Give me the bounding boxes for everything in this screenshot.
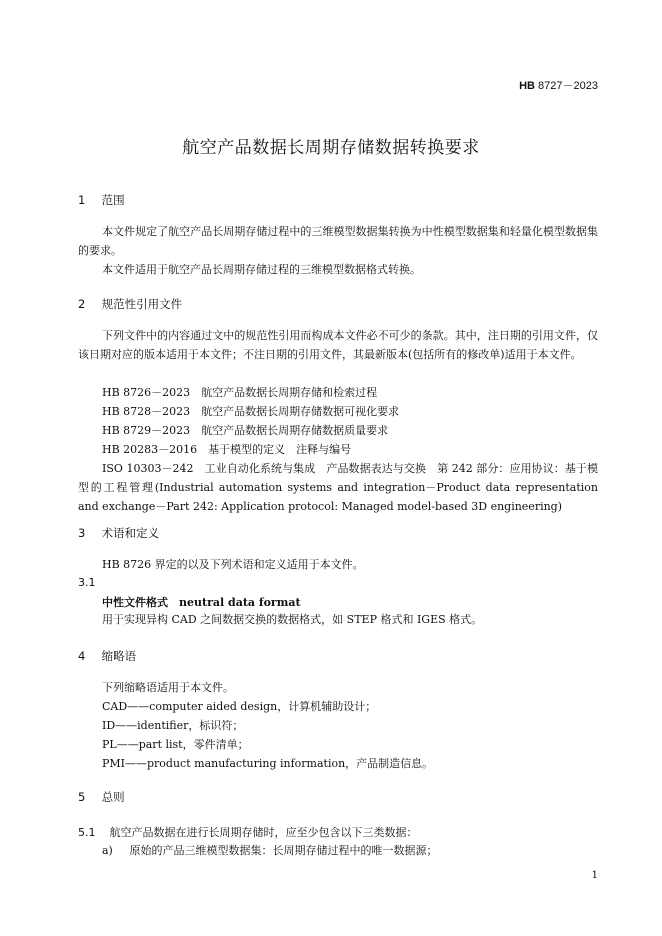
section-title: 范围 — [101, 193, 125, 207]
abbreviation-item: CAD——computer aided design，计算机辅助设计； — [102, 700, 377, 713]
term-title: 中性文件格式 neutral data format — [102, 596, 301, 609]
section-3-intro: HB 8726 界定的以及下列术语和定义适用于本文件。 — [102, 558, 364, 571]
standard-code-prefix: HB — [519, 80, 535, 92]
section-number: 1 — [78, 193, 86, 207]
section-1-paragraph-1: 本文件规定了航空产品长周期存储过程中的三维模型数据集转换为中性模型数据集和轻量化模型数据集的要求。 — [78, 225, 598, 257]
list-item-text: 原始的产品三维模型数据集：长周期存储过程中的唯一数据源； — [129, 844, 438, 857]
section-number: 2 — [78, 297, 86, 311]
reference-item: HB 20283－2016 基于模型的定义 注释与编号 — [102, 443, 352, 456]
section-number: 4 — [78, 649, 86, 663]
abbreviation-item: PL——part list，零件清单； — [102, 738, 249, 751]
section-2-heading — [78, 296, 182, 312]
list-item-a — [102, 842, 438, 858]
section-title: 术语和定义 — [101, 526, 160, 540]
standard-code — [519, 77, 598, 93]
page-number: 1 — [591, 870, 598, 881]
section-title: 规范性引用文件 — [101, 297, 183, 311]
section-1-heading — [78, 192, 125, 208]
clause-text: 航空产品数据在进行长周期存储时，应至少包含以下三类数据： — [109, 826, 418, 839]
section-title: 总则 — [101, 790, 125, 804]
section-5-heading — [78, 789, 125, 805]
reference-item-iso: ISO 10303－242 工业自动化系统与集成 产品数据表达与交换 第 242 部分：应用协议：基于模型的工程管理(Industrial automation systems and integration－Product data representation and exchange－Part 242: Application protocol: Managed model-based 3D engineering) — [78, 462, 598, 513]
section-2-intro: 下列文件中的内容通过文中的规范性引用而构成本文件必不可少的条款。其中，注日期的引用文件，仅该日期对应的版本适用于本文件；不注日期的引用文件，其最新版本(包括所有的修改单)适用于本文件。 — [78, 329, 598, 361]
clause-5-1 — [78, 824, 418, 840]
reference-item: HB 8728－2023 航空产品数据长周期存储数据可视化要求 — [102, 405, 400, 418]
section-1-paragraph-2: 本文件适用于航空产品长周期存储过程的三维模型数据格式转换。 — [102, 263, 421, 276]
section-3-heading — [78, 525, 159, 541]
section-title: 缩略语 — [101, 649, 137, 663]
term-definition: 用于实现异构 CAD 之间数据交换的数据格式，如 STEP 格式和 IGES 格式。 — [102, 613, 483, 626]
reference-item: HB 8729－2023 航空产品数据长周期存储数据质量要求 — [102, 424, 389, 437]
section-4-intro: 下列缩略语适用于本文件。 — [102, 681, 234, 694]
section-number: 3 — [78, 526, 86, 540]
standard-code-number: 8727－2023 — [538, 80, 598, 92]
clause-number: 5.1 — [78, 826, 96, 839]
document-title: 航空产品数据长周期存储数据转换要求 — [182, 138, 480, 158]
list-marker: a) — [102, 844, 113, 857]
abbreviation-item: ID——identifier，标识符； — [102, 719, 244, 732]
section-4-heading — [78, 648, 136, 664]
abbreviation-item: PMI——product manufacturing information，产品制造信息。 — [102, 757, 434, 770]
reference-item: HB 8726－2023 航空产品数据长周期存储和检索过程 — [102, 386, 378, 399]
term-number: 3.1 — [78, 576, 96, 589]
section-number: 5 — [78, 790, 86, 804]
